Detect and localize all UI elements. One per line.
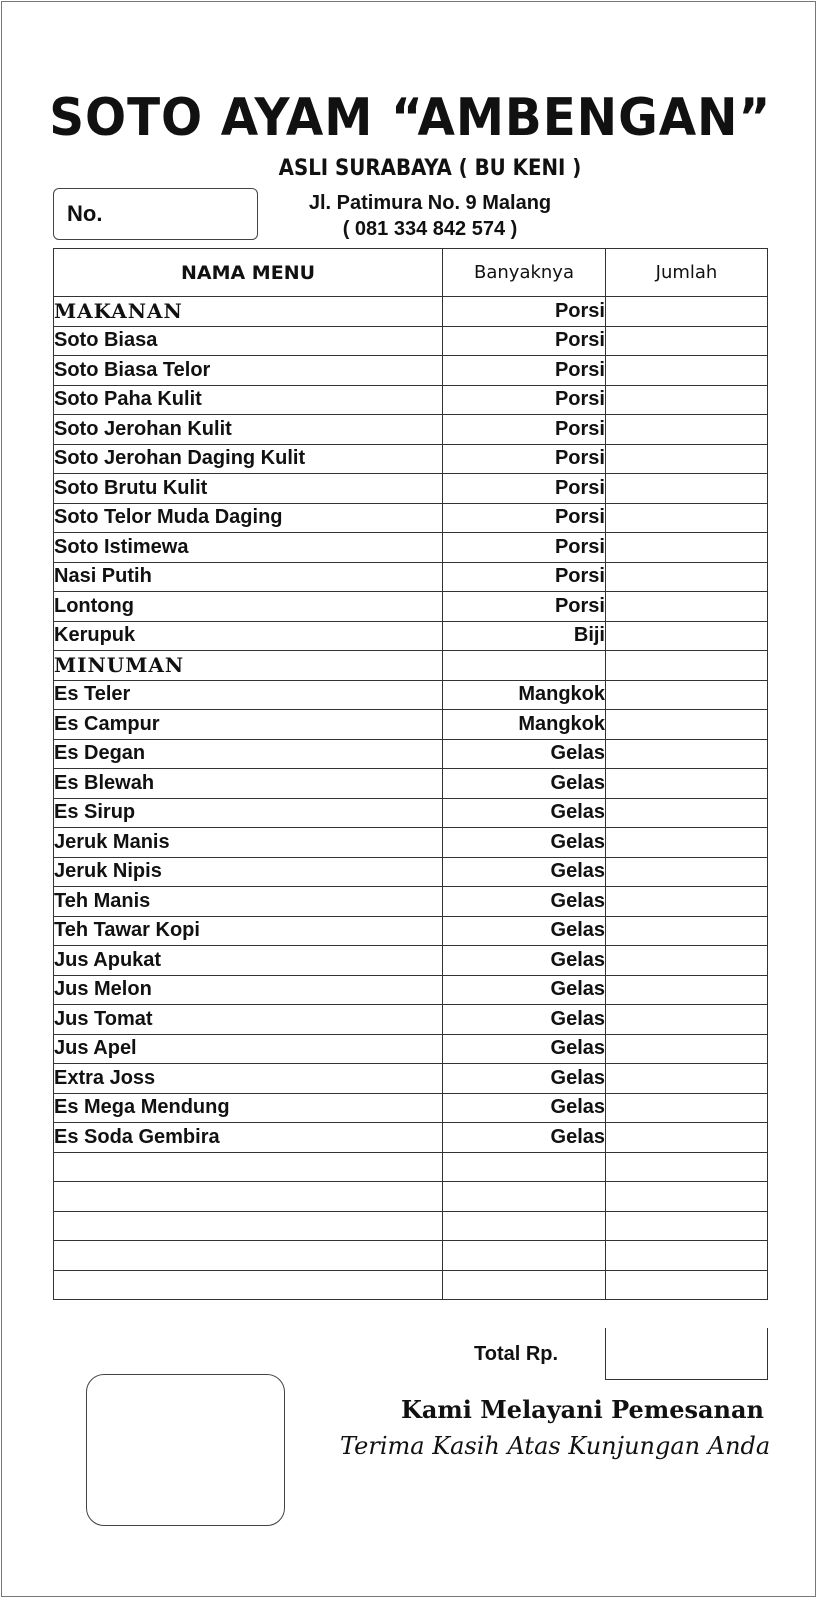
total-label: Total Rp. xyxy=(474,1343,559,1365)
section-label-minuman: MINUMAN xyxy=(54,651,443,681)
amount-cell[interactable] xyxy=(606,326,768,356)
menu-item-unit[interactable]: Gelas xyxy=(443,1034,606,1064)
table-row xyxy=(54,798,768,828)
total-amount-box[interactable] xyxy=(605,1328,768,1380)
phone-line: ( 081 334 842 574 ) xyxy=(342,218,518,240)
blank-cell[interactable] xyxy=(54,1152,443,1182)
amount-cell[interactable] xyxy=(606,975,768,1005)
amount-cell[interactable] xyxy=(606,651,768,681)
table-row xyxy=(54,769,768,799)
amount-cell[interactable] xyxy=(606,474,768,504)
menu-item-unit[interactable]: Porsi xyxy=(443,533,606,563)
table-row xyxy=(54,1005,768,1035)
menu-item-name: Teh Manis xyxy=(54,887,443,917)
table-row xyxy=(54,444,768,474)
menu-item-unit[interactable]: Gelas xyxy=(443,828,606,858)
table-row xyxy=(54,828,768,858)
menu-item-name: Es Sirup xyxy=(54,798,443,828)
amount-cell[interactable] xyxy=(606,562,768,592)
amount-cell[interactable] xyxy=(606,680,768,710)
amount-cell[interactable] xyxy=(606,415,768,445)
table-row xyxy=(54,1123,768,1153)
menu-item-unit[interactable]: Porsi xyxy=(443,562,606,592)
menu-item-unit[interactable]: Porsi xyxy=(443,326,606,356)
menu-item-name: Teh Tawar Kopi xyxy=(54,916,443,946)
footer-order-service: Kami Melayani Pemesanan xyxy=(400,1395,764,1424)
amount-cell[interactable] xyxy=(606,385,768,415)
menu-item-unit[interactable]: Biji xyxy=(443,621,606,651)
table-row xyxy=(54,916,768,946)
restaurant-address xyxy=(280,190,580,242)
blank-cell[interactable] xyxy=(443,1152,606,1182)
menu-item-name: Soto Istimewa xyxy=(54,533,443,563)
footer-thank-you: Terima Kasih Atas Kunjungan Anda xyxy=(340,1432,771,1460)
amount-cell[interactable] xyxy=(606,444,768,474)
table-row xyxy=(54,533,768,563)
blank-cell[interactable] xyxy=(443,1182,606,1212)
amount-cell[interactable] xyxy=(606,828,768,858)
section-row-makanan xyxy=(54,297,768,327)
amount-cell[interactable] xyxy=(606,533,768,563)
table-row xyxy=(54,356,768,386)
blank-cell[interactable] xyxy=(606,1241,768,1271)
menu-item-unit[interactable]: Porsi xyxy=(443,592,606,622)
blank-cell[interactable] xyxy=(54,1211,443,1241)
table-row xyxy=(54,562,768,592)
menu-item-name: Soto Brutu Kulit xyxy=(54,474,443,504)
table-row xyxy=(54,385,768,415)
menu-item-name: Es Mega Mendung xyxy=(54,1093,443,1123)
menu-table xyxy=(53,248,768,1300)
menu-item-name: Es Teler xyxy=(54,680,443,710)
menu-item-name: Soto Telor Muda Daging xyxy=(54,503,443,533)
amount-cell[interactable] xyxy=(606,503,768,533)
blank-cell[interactable] xyxy=(54,1182,443,1212)
amount-cell[interactable] xyxy=(606,1005,768,1035)
menu-item-name: Soto Biasa Telor xyxy=(54,356,443,386)
menu-item-name: Jus Apel xyxy=(54,1034,443,1064)
amount-cell[interactable] xyxy=(606,887,768,917)
menu-item-name: Kerupuk xyxy=(54,621,443,651)
blank-cell[interactable] xyxy=(606,1211,768,1241)
amount-cell[interactable] xyxy=(606,916,768,946)
menu-item-name: Es Campur xyxy=(54,710,443,740)
table-row xyxy=(54,1093,768,1123)
blank-cell[interactable] xyxy=(443,1270,606,1300)
table-row xyxy=(54,710,768,740)
amount-cell[interactable] xyxy=(606,1064,768,1094)
table-row xyxy=(54,975,768,1005)
menu-item-unit[interactable]: Porsi xyxy=(443,415,606,445)
menu-item-unit[interactable]: Gelas xyxy=(443,769,606,799)
address-line: Jl. Patimura No. 9 Malang xyxy=(308,192,552,214)
blank-cell[interactable] xyxy=(606,1182,768,1212)
blank-row[interactable] xyxy=(54,1152,768,1182)
menu-item-unit[interactable]: Porsi xyxy=(443,503,606,533)
amount-cell[interactable] xyxy=(606,356,768,386)
table-row xyxy=(54,1034,768,1064)
menu-item-unit[interactable]: Porsi xyxy=(443,444,606,474)
blank-row[interactable] xyxy=(54,1241,768,1271)
menu-item-unit[interactable]: Mangkok xyxy=(443,710,606,740)
amount-cell[interactable] xyxy=(606,798,768,828)
table-row xyxy=(54,621,768,651)
amount-cell[interactable] xyxy=(606,769,768,799)
stamp-box xyxy=(86,1374,285,1526)
table-row xyxy=(54,474,768,504)
table-row xyxy=(54,857,768,887)
amount-cell[interactable] xyxy=(606,946,768,976)
blank-row[interactable] xyxy=(54,1270,768,1300)
amount-cell[interactable] xyxy=(606,1123,768,1153)
menu-item-name: Es Blewah xyxy=(54,769,443,799)
order-number-box[interactable] xyxy=(53,188,258,240)
menu-item-unit[interactable]: Gelas xyxy=(443,1123,606,1153)
empty-cell xyxy=(443,651,606,681)
section-unit-makanan: Porsi xyxy=(443,297,606,327)
menu-item-name: Jeruk Manis xyxy=(54,828,443,858)
menu-item-unit[interactable]: Gelas xyxy=(443,975,606,1005)
col-header-jumlah: Jumlah xyxy=(606,249,768,297)
table-row xyxy=(54,946,768,976)
menu-item-name: Jus Tomat xyxy=(54,1005,443,1035)
menu-table-body xyxy=(54,297,768,1300)
menu-item-name: Extra Joss xyxy=(54,1064,443,1094)
table-row xyxy=(54,1064,768,1094)
menu-item-unit[interactable]: Gelas xyxy=(443,1093,606,1123)
menu-item-name: Jus Melon xyxy=(54,975,443,1005)
menu-item-unit[interactable]: Gelas xyxy=(443,1005,606,1035)
col-header-banyaknya: Banyaknya xyxy=(443,249,606,297)
col-header-nama-menu: NAMA MENU xyxy=(54,249,443,297)
menu-item-name: Soto Jerohan Daging Kulit xyxy=(54,444,443,474)
amount-cell[interactable] xyxy=(606,1034,768,1064)
table-row xyxy=(54,680,768,710)
menu-item-unit[interactable]: Porsi xyxy=(443,356,606,386)
blank-row[interactable] xyxy=(54,1182,768,1212)
menu-item-unit[interactable]: Gelas xyxy=(443,798,606,828)
menu-item-unit[interactable]: Gelas xyxy=(443,857,606,887)
amount-cell[interactable] xyxy=(606,592,768,622)
menu-item-unit[interactable]: Gelas xyxy=(443,739,606,769)
amount-cell[interactable] xyxy=(606,710,768,740)
restaurant-title: SOTO AYAM “AMBENGAN” xyxy=(49,88,772,148)
table-row xyxy=(54,739,768,769)
amount-cell[interactable] xyxy=(606,857,768,887)
order-number-label: No. xyxy=(67,201,103,226)
menu-item-name: Jeruk Nipis xyxy=(54,857,443,887)
section-row-minuman xyxy=(54,651,768,681)
menu-item-unit[interactable]: Gelas xyxy=(443,946,606,976)
amount-cell[interactable] xyxy=(606,739,768,769)
table-header-row xyxy=(54,249,768,297)
menu-item-name: Jus Apukat xyxy=(54,946,443,976)
blank-cell[interactable] xyxy=(606,1270,768,1300)
restaurant-subtitle: ASLI SURABAYA ( BU KENI ) xyxy=(278,156,582,181)
menu-item-name: Soto Paha Kulit xyxy=(54,385,443,415)
blank-cell[interactable] xyxy=(54,1270,443,1300)
table-row xyxy=(54,326,768,356)
menu-item-unit[interactable]: Gelas xyxy=(443,887,606,917)
menu-item-unit[interactable]: Gelas xyxy=(443,1064,606,1094)
amount-cell[interactable] xyxy=(606,1093,768,1123)
blank-cell[interactable] xyxy=(606,1152,768,1182)
blank-cell[interactable] xyxy=(54,1241,443,1271)
menu-item-unit[interactable]: Porsi xyxy=(443,474,606,504)
amount-cell[interactable] xyxy=(606,621,768,651)
amount-cell[interactable] xyxy=(606,297,768,327)
blank-cell[interactable] xyxy=(443,1241,606,1271)
menu-item-name: Soto Biasa xyxy=(54,326,443,356)
blank-cell[interactable] xyxy=(443,1211,606,1241)
menu-item-name: Nasi Putih xyxy=(54,562,443,592)
table-row xyxy=(54,503,768,533)
blank-row[interactable] xyxy=(54,1211,768,1241)
menu-item-unit[interactable]: Porsi xyxy=(443,385,606,415)
menu-item-name: Soto Jerohan Kulit xyxy=(54,415,443,445)
menu-item-name: Es Soda Gembira xyxy=(54,1123,443,1153)
table-row xyxy=(54,592,768,622)
menu-item-unit[interactable]: Gelas xyxy=(443,916,606,946)
menu-item-name: Lontong xyxy=(54,592,443,622)
table-row xyxy=(54,887,768,917)
table-row xyxy=(54,415,768,445)
menu-item-name: Es Degan xyxy=(54,739,443,769)
menu-item-unit[interactable]: Mangkok xyxy=(443,680,606,710)
section-label-makanan: MAKANAN xyxy=(54,297,443,327)
